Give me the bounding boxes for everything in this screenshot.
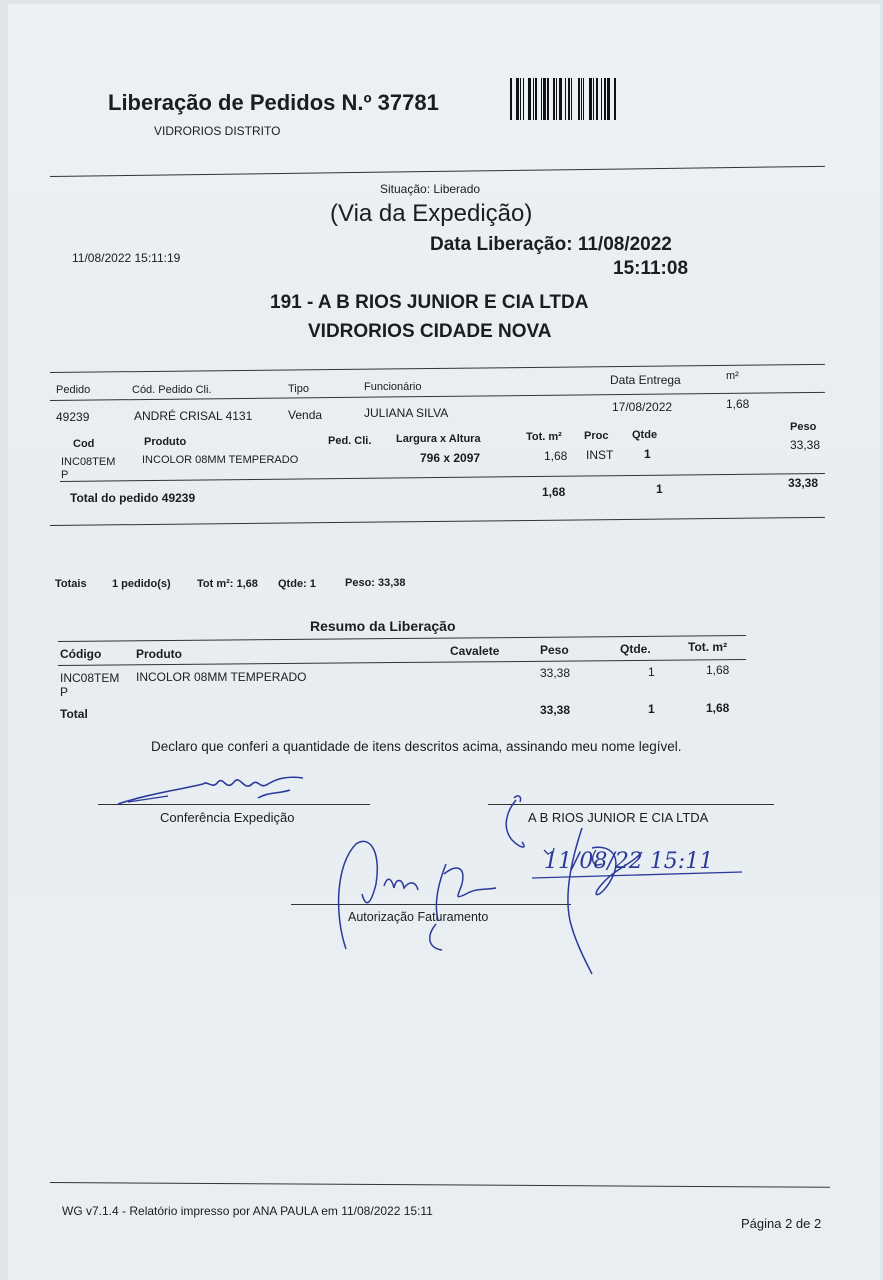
order-table-top-rule — [50, 364, 825, 373]
situacao-label: Situação: Liberado — [380, 182, 481, 196]
document-subtitle: VIDRORIOS DISTRITO — [154, 124, 281, 138]
totals-label: Totais — [55, 578, 87, 590]
resumo-total-tot-m2: 1,68 — [706, 701, 730, 715]
data-liberacao-label: Data Liberação: 11/08/2022 — [430, 234, 672, 255]
item-peso: 33,38 — [790, 438, 821, 452]
m2-value: 1,68 — [726, 397, 750, 411]
item-col-cod: Cod — [73, 438, 95, 450]
conferencia-label: Conferência Expedição — [160, 810, 295, 825]
footer-rule — [50, 1182, 830, 1188]
totals-tot-m2: Tot m²: 1,68 — [197, 578, 258, 590]
item-col-ped-cli: Ped. Cli. — [328, 435, 372, 447]
totals-peso: Peso: 33,38 — [345, 577, 406, 589]
item-col-tot-m2: Tot. m² — [526, 431, 562, 443]
header-divider — [50, 166, 825, 177]
col-header-cod-pedido-cli: Cód. Pedido Cli. — [132, 384, 212, 396]
resumo-produto: INCOLOR 08MM TEMPERADO — [136, 670, 307, 684]
resumo-title: Resumo da Liberação — [310, 618, 456, 634]
empresa-signature — [492, 788, 752, 978]
totals-pedidos: 1 pedido(s) — [112, 578, 171, 590]
item-dimensions: 796 x 2097 — [420, 451, 481, 465]
item-col-peso: Peso — [790, 421, 817, 433]
order-total-qtde: 1 — [656, 482, 663, 496]
totals-qtde: Qtde: 1 — [278, 578, 316, 590]
document-title: Liberação de Pedidos N.º 37781 — [108, 90, 439, 115]
cod-pedido-cli: ANDRÉ CRISAL 4131 — [134, 409, 253, 423]
col-header-pedido: Pedido — [56, 384, 91, 396]
resumo-col-peso: Peso — [540, 643, 569, 657]
order-table-bottom-rule — [50, 517, 825, 526]
declaration-text: Declaro que conferi a quantidade de itens descritos acima, assinando meu nome legível. — [151, 739, 682, 754]
resumo-col-codigo: Código — [60, 647, 102, 661]
resumo-codigo-line2: P — [60, 685, 69, 699]
item-total-rule — [60, 473, 825, 482]
page-number: Página 2 de 2 — [741, 1216, 822, 1231]
item-col-qtde: Qtde — [632, 429, 658, 441]
print-datetime: 11/08/2022 15:11:19 — [72, 251, 181, 265]
resumo-qtde: 1 — [648, 665, 655, 679]
pedido-number: 49239 — [56, 410, 90, 424]
col-header-funcionario: Funcionário — [364, 381, 422, 393]
order-total-label: Total do pedido 49239 — [70, 491, 196, 505]
item-col-produto: Produto — [144, 436, 187, 448]
conferencia-signature — [108, 772, 328, 812]
via-label: (Via da Expedição) — [330, 200, 533, 227]
item-tot-m2: 1,68 — [544, 449, 568, 463]
handwritten-date: 11/08/22 15:11 — [544, 849, 714, 874]
resumo-top-rule — [58, 635, 746, 642]
tipo-value: Venda — [288, 408, 323, 422]
footer-printed-by: WG v7.1.4 - Relatório impresso por ANA PAULA em 11/08/2022 15:11 — [62, 1204, 433, 1218]
data-liberacao-time: 15:11:08 — [613, 258, 689, 279]
item-cod-line1: INC08TEM — [61, 456, 116, 468]
col-header-data-entrega: Data Entrega — [610, 373, 681, 387]
item-qtde: 1 — [644, 447, 651, 461]
resumo-tot-m2: 1,68 — [706, 663, 730, 677]
resumo-peso: 33,38 — [540, 666, 571, 680]
company-name: 191 - A B RIOS JUNIOR E CIA LTDA — [270, 292, 589, 313]
resumo-col-cavalete: Cavalete — [450, 644, 500, 658]
resumo-codigo-line1: INC08TEM — [60, 671, 120, 685]
funcionario-value: JULIANA SILVA — [364, 406, 449, 420]
empresa-label: A B RIOS JUNIOR E CIA LTDA — [528, 810, 709, 825]
resumo-total-label: Total — [60, 707, 88, 721]
col-header-tipo: Tipo — [288, 383, 309, 395]
autorizacao-label: Autorização Faturamento — [348, 910, 489, 924]
item-proc: INST — [586, 448, 614, 462]
barcode-image — [510, 78, 648, 120]
order-total-peso: 33,38 — [788, 476, 819, 490]
document-page — [8, 4, 880, 1280]
item-col-proc: Proc — [584, 430, 609, 442]
order-total-m2: 1,68 — [542, 485, 566, 499]
col-header-m2: m² — [726, 370, 739, 382]
item-cod-line2: P — [61, 469, 69, 481]
item-col-largura-altura: Largura x Altura — [396, 433, 481, 445]
resumo-col-produto: Produto — [136, 647, 182, 661]
resumo-total-qtde: 1 — [648, 702, 655, 716]
item-produto: INCOLOR 08MM TEMPERADO — [142, 454, 299, 466]
company-branch: VIDRORIOS CIDADE NOVA — [308, 321, 552, 342]
resumo-total-peso: 33,38 — [540, 703, 571, 717]
resumo-col-tot-m2: Tot. m² — [688, 640, 728, 654]
resumo-col-qtde: Qtde. — [620, 642, 651, 656]
data-entrega-value: 17/08/2022 — [612, 400, 673, 414]
